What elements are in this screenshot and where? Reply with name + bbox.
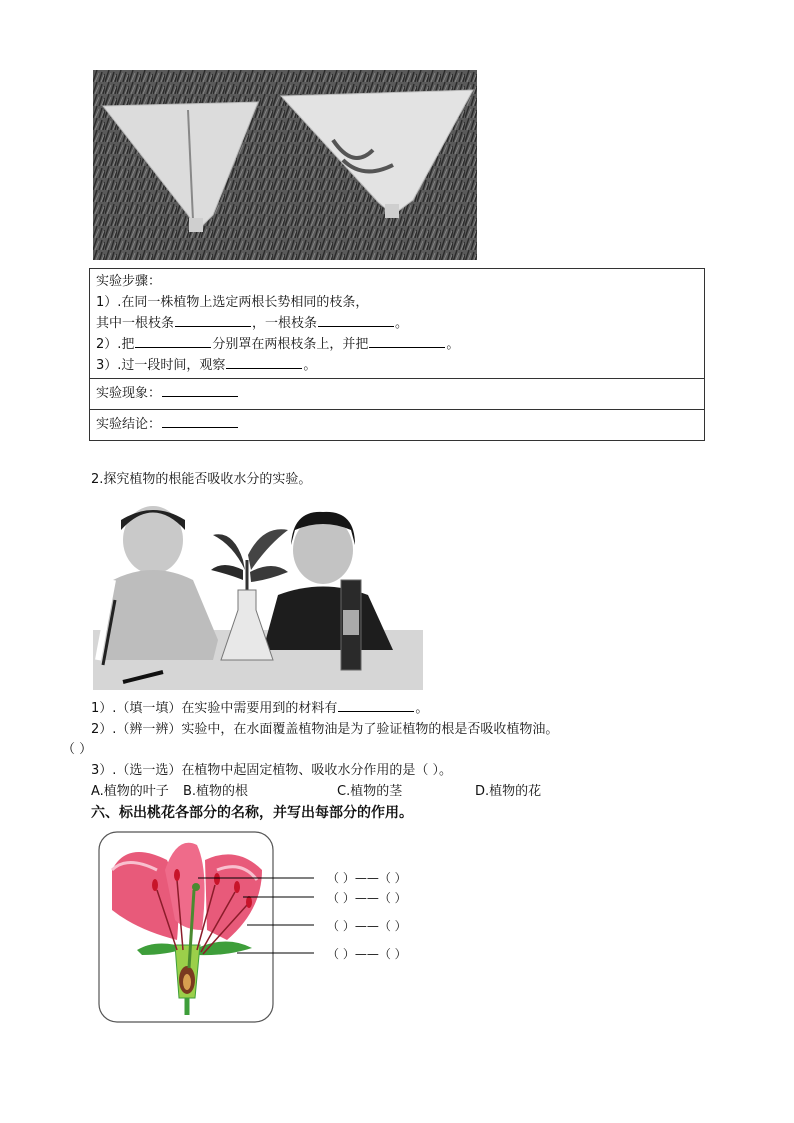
option-b[interactable]: B.植物的根 — [183, 784, 249, 799]
phenomenon-blank[interactable] — [162, 383, 238, 397]
section2-title: 2.探究植物的根能否吸收水分的实验。 — [91, 472, 312, 487]
q1-blank[interactable] — [338, 698, 414, 712]
experiment-table — [89, 268, 705, 441]
step3-blank[interactable] — [226, 355, 302, 369]
question-1: 1）.（填一填）在实验中需要用到的材料有 。 — [91, 698, 428, 719]
question-2-answer-paren[interactable]: （ ） — [62, 742, 93, 757]
label-row-2: （ ）——（ ） — [327, 891, 407, 905]
peach-flower-diagram — [97, 830, 477, 1025]
option-c[interactable]: C.植物的茎 — [337, 784, 403, 799]
conclusion-cell: 实验结论： — [90, 410, 705, 441]
label-row-4: （ ）——（ ） — [327, 947, 407, 961]
steps-title: 实验步骤： — [96, 274, 162, 289]
step2-blank-1[interactable] — [135, 334, 211, 348]
step1-blank-1[interactable] — [175, 313, 251, 327]
root-experiment-photo — [93, 500, 423, 690]
bagged-branches-photo — [93, 70, 477, 260]
option-d[interactable]: D.植物的花 — [475, 784, 542, 799]
step1-blank-2[interactable] — [318, 313, 394, 327]
label-row-1: （ ）——（ ） — [327, 871, 407, 885]
label-row-3: （ ）——（ ） — [327, 919, 407, 933]
question-3: 3）.（选一选）在植物中起固定植物、吸收水分作用的是（ ）。 — [91, 763, 453, 778]
step2-blank-2[interactable] — [369, 334, 445, 348]
step3-line: 3）.过一段时间，观察 。 — [96, 355, 698, 376]
section6-title: 六、标出桃花各部分的名称，并写出每部分的作用。 — [91, 805, 413, 821]
conclusion-blank[interactable] — [162, 414, 238, 428]
question-2: 2）.（辨一辨）实验中，在水面覆盖植物油是为了验证植物的根是否吸收植物油。 — [91, 722, 559, 737]
step2-line: 2）.把 分别罩在两根枝条上，并把 。 — [96, 334, 698, 355]
step1-line2: 其中一根枝条 ，一根枝条 。 — [96, 313, 698, 334]
steps-cell — [90, 269, 705, 379]
phenomenon-cell: 实验现象： — [90, 379, 705, 410]
option-a[interactable]: A.植物的叶子 — [91, 784, 169, 799]
step1-line1: 1）.在同一株植物上选定两根长势相同的枝条， — [96, 295, 369, 310]
